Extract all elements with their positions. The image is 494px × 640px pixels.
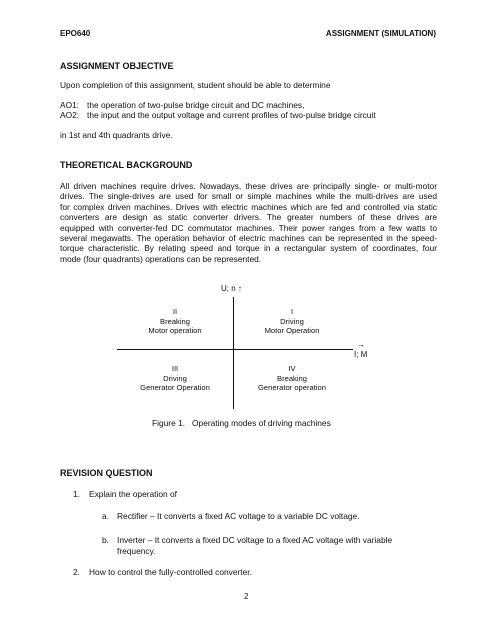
course-code: EPO640 — [60, 29, 91, 38]
quadrant-mode: Breaking — [277, 373, 307, 383]
x-axis-arrow: → — [357, 340, 365, 349]
quadrant-mode: Driving — [163, 373, 187, 383]
question-1b-line2: frequency. — [117, 546, 156, 556]
objective-tag: AO1: — [60, 100, 80, 110]
question-2-text: How to control the fully-controlled converter. — [89, 567, 252, 577]
paragraph-line: mode (four quadrants) operations can be represented. — [60, 253, 262, 264]
question-1b-letter: b. — [102, 535, 109, 545]
paragraph-line: for complex driven machines. Drives with electric machines which are fed and controlled via static — [60, 201, 437, 212]
objective-intro: Upon completion of this assignment, student should be able to determine — [60, 80, 331, 90]
quadrant-operation: Generator Operation — [140, 383, 210, 393]
question-1-text: Explain the operation of — [89, 489, 177, 499]
background-heading: THEORETICAL BACKGROUND — [60, 160, 193, 170]
question-1b-line1: Inverter – It converts a fixed DC voltage to a fixed AC voltage with variable — [117, 535, 393, 545]
question-2-number: 2. — [73, 567, 80, 577]
objective-tail: in 1st and 4th quadrants drive. — [60, 130, 173, 140]
quadrant-iii — [115, 364, 235, 393]
question-1-number: 1. — [73, 489, 80, 499]
figure-caption: Figure 1. Operating modes of driving machines — [152, 418, 331, 428]
paragraph-line: equipped with converter-fed DC commutator machines. Their power ranges from a few watts to — [60, 222, 437, 233]
x-axis-line — [117, 349, 353, 350]
quadrant-iv — [232, 364, 352, 393]
objective-text: the operation of two-pulse bridge circuit and DC machines, — [87, 100, 305, 110]
quadrant-i — [232, 307, 352, 336]
y-axis-label: U; n ↑ — [221, 284, 242, 293]
paragraph-line: converters are design as static converter drivers. The greater numbers of these drives are — [60, 212, 437, 223]
quadrant-ii — [115, 307, 235, 336]
quadrant-mode: Breaking — [160, 316, 190, 326]
quadrant-number: II — [172, 307, 178, 316]
quadrant-number: IV — [288, 364, 296, 373]
quadrant-operation: Generator operation — [258, 383, 326, 393]
quadrant-operation: Motor operation — [148, 326, 202, 336]
objective-tag: AO2: — [60, 110, 80, 120]
paragraph-line: All driven machines require drives. Nowadays, these drives are principally single- or multi-motor — [60, 181, 437, 191]
question-1a-text: Rectifier – It converts a fixed AC voltage to a variable DC voltage. — [117, 511, 360, 521]
page-number: 2 — [244, 592, 249, 601]
quadrant-operation: Motor Operation — [264, 326, 320, 336]
question-1a-letter: a. — [102, 511, 109, 521]
x-axis-label: I; M — [354, 350, 368, 359]
paragraph-line: drives. The single-drives are used for small or simple machines while the multi-drives are used — [60, 191, 437, 202]
quadrant-mode: Driving — [280, 316, 304, 326]
assignment-type: ASSIGNMENT (SIMULATION) — [325, 29, 436, 38]
quadrant-number: I — [290, 307, 294, 316]
revision-heading: REVISION QUESTION — [60, 468, 153, 478]
objective-text: the input and the output voltage and current profiles of two-pulse bridge circuit — [87, 110, 376, 120]
paragraph-line: several megawatts. The operation behavior of electric machines can be represented in the speed- — [60, 233, 437, 244]
quadrant-number: III — [171, 364, 179, 373]
objective-heading: ASSIGNMENT OBJECTIVE — [60, 61, 174, 71]
paragraph-line: torque characteristic. By relating speed and torque in a rectangular system of coordinates, four — [60, 243, 437, 254]
